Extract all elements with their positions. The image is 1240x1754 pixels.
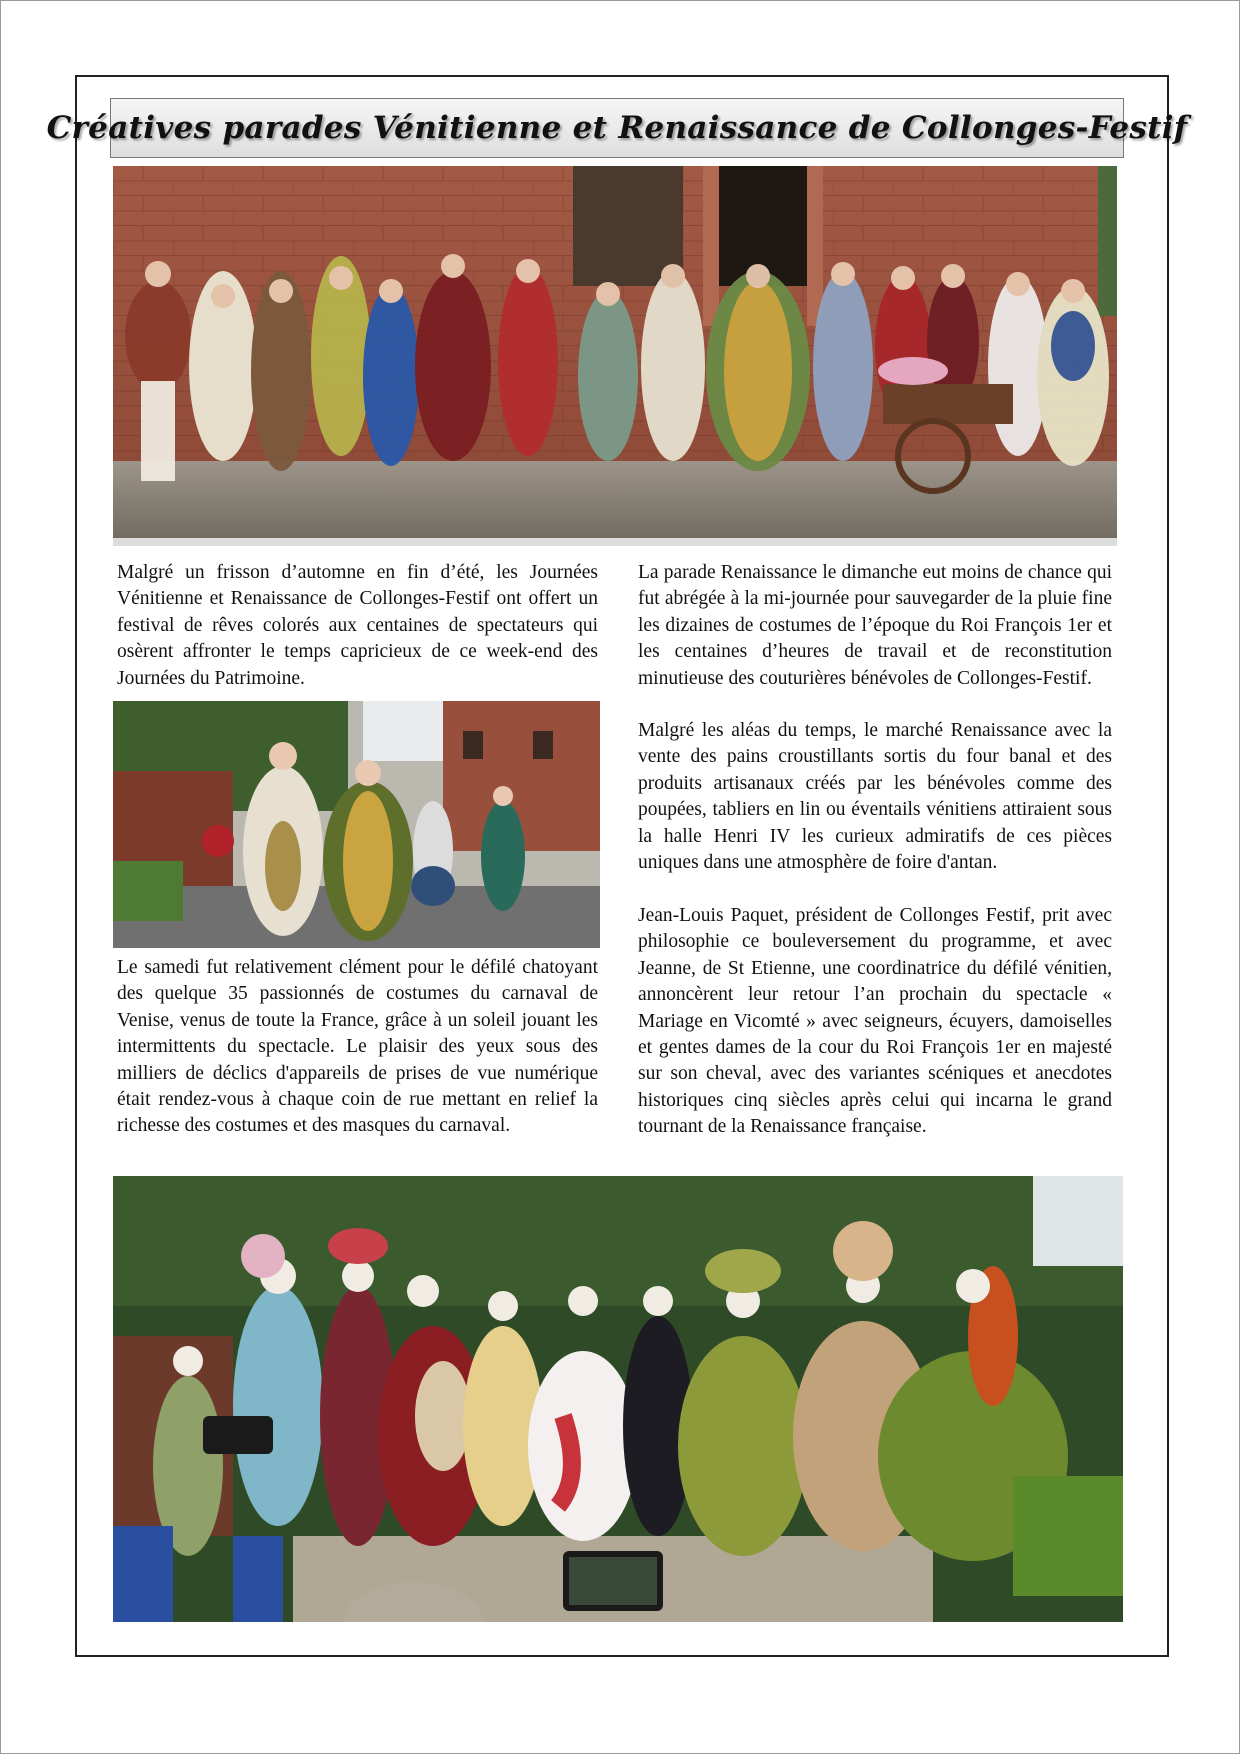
photo-renaissance-group — [113, 166, 1117, 546]
photo-street-parade — [113, 701, 600, 948]
paragraph-saturday: Le samedi fut relativement clément pour le défilé chatoyant des quelque 35 passionnés de costumes du carnaval de Venise, venus de toute la France, grâce à un soleil jouant les intermittents du spectacle. Le plaisir des yeux sous des milliers de déclics d'appareils de prises de vue numérique était rendez-vous à chaque coin de rue mettant en relief la richesse des costumes et des masques du carnaval. — [117, 957, 598, 1137]
title-banner — [46, 98, 1188, 158]
paragraph-sunday: La parade Renaissance le dimanche eut moins de chance qui fut abrégée à la mi-journée pour sauvegarder de la pluie fine les dizaines de costumes de l’époque du Roi François 1er et les centaines d’heures de travail et de reconstitution minutieuse des couturières bénévoles de Collonges-Festif. — [638, 562, 1112, 689]
photo-venetian-carnival — [113, 1176, 1123, 1622]
paragraph-president: Jean-Louis Paquet, président de Collonges Festif, prit avec philosophie ce bouleversement du programme, et avec Jeanne, de St Etienne, une coordinatrice du défilé vénitien, annoncèrent leur retour l’an prochain du spectacle « Mariage en Vicomté » avec seigneurs, écuyers, damoiselles et gentes dames de la cour du Roi François 1er en majesté sur son cheval, avec des variantes scéniques et anecdotes historiques cinq siècles après celui qui incarna le grand tournant de la Renaissance française. — [638, 905, 1112, 1138]
page-title: Créatives parades Vénitienne et Renaissance de Collonges-Festif — [46, 110, 1188, 146]
paragraph-market: Malgré les aléas du temps, le marché Renaissance avec la vente des pains croustillants sortis du four banal et des produits artisanaux créés par les bénévoles comme des poupées, tabliers en lin ou éventails vénitiens attiraient sous la halle Henri IV les curieux admiratifs de ces pièces uniques dans une atmosphère de foire d'antan. — [638, 720, 1112, 874]
paragraph-intro: Malgré un frisson d’automne en fin d’été, les Journées Vénitienne et Renaissance de Collonges-Festif ont offert un festival de rêves colorés aux centaines de spectateurs qui osèrent affronter le temps capricieux de ce week-end des Journées du Patrimoine. — [117, 562, 598, 689]
